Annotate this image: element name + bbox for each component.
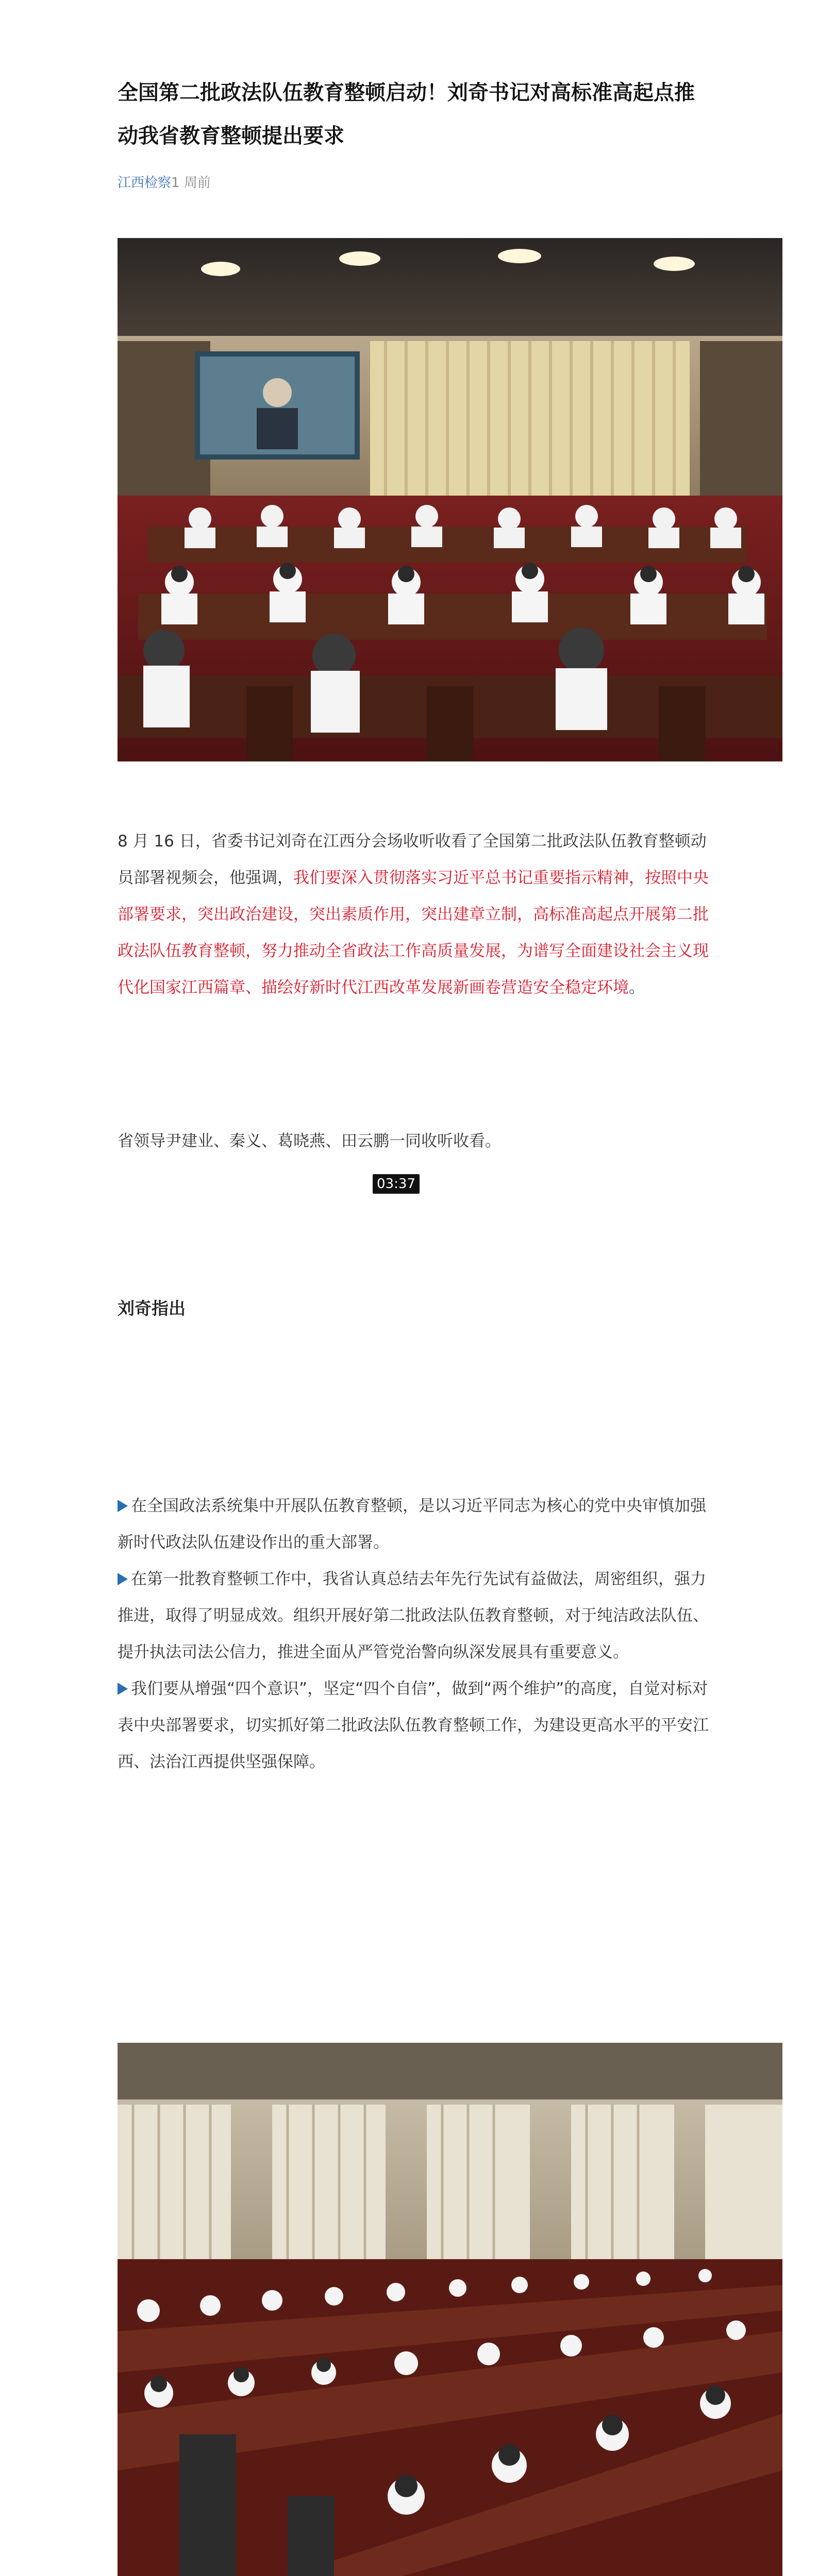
list-item: 我们要从增强“四个意识”，坚定“四个自信”，做到“两个维护”的高度，自觉对标对表中央部署要求，切实抓好第二批政法队伍教育整顿工作，为建设更高水平的平安江西、法治江西提供坚强保障。 bbox=[118, 1680, 709, 1771]
section1-list bbox=[118, 1488, 710, 1781]
section1-heading: 刘奇指出 bbox=[118, 1298, 186, 1318]
meeting-photo-2-image bbox=[118, 2043, 782, 2576]
account-name-link[interactable]: 江西检察 bbox=[118, 175, 172, 191]
meeting-photo-1-image bbox=[118, 238, 782, 761]
meeting-photo-2 bbox=[118, 2043, 782, 2576]
list-item: 在全国政法系统集中开展队伍教育整顿，是以习近平同志为核心的党中央审慎加强新时代政法队伍建设作出的重大部署。 bbox=[118, 1497, 706, 1552]
article-meta bbox=[118, 172, 211, 191]
triangle-right-icon bbox=[118, 1683, 128, 1695]
intro-paragraph bbox=[118, 823, 710, 1006]
meeting-photo-1 bbox=[118, 238, 782, 761]
intro-highlight: 我们要深入贯彻落实习近平总书记重要指示精神，按照中央部署要求，突出政治建设，突出素质作用，突出建章立制，高标准高起点开展第二批政法队伍教育整顿，努力推动全省政法工作高质量发展，为谱写全面建设社会主义现代化国家江西篇章、描绘好新时代江西改革发展新画卷营造安全稳定环境 bbox=[118, 869, 709, 997]
triangle-right-icon bbox=[118, 1500, 128, 1512]
publish-date: 1 周前 bbox=[171, 175, 211, 191]
intro-text-3: 。 bbox=[629, 978, 645, 997]
video-duration[interactable]: 03:37 bbox=[373, 1174, 420, 1194]
leaders-paragraph: 省领导尹建业、秦义、葛晓燕、田云鹏一同收听收看。 bbox=[118, 1132, 501, 1150]
article-title: 全国第二批政法队伍教育整顿启动！刘奇书记对高标准高起点推动我省教育整顿提出要求 bbox=[118, 81, 695, 148]
intro-text-1: 8 月 16 日，省委书记刘奇在江西分会场收听收看了全国第二批政法队伍教育整顿动员部署视频会，他强调， bbox=[118, 832, 707, 887]
triangle-right-icon bbox=[118, 1573, 128, 1585]
list-item: 在第一批教育整顿工作中，我省认真总结去年先行先试有益做法，周密组织，强力推进，取得了明显成效。组织开展好第二批政法队伍教育整顿，对于纯洁政法队伍、提升执法司法公信力，推进全面从严管党治警向纵深发展具有重要意义。 bbox=[118, 1570, 709, 1662]
